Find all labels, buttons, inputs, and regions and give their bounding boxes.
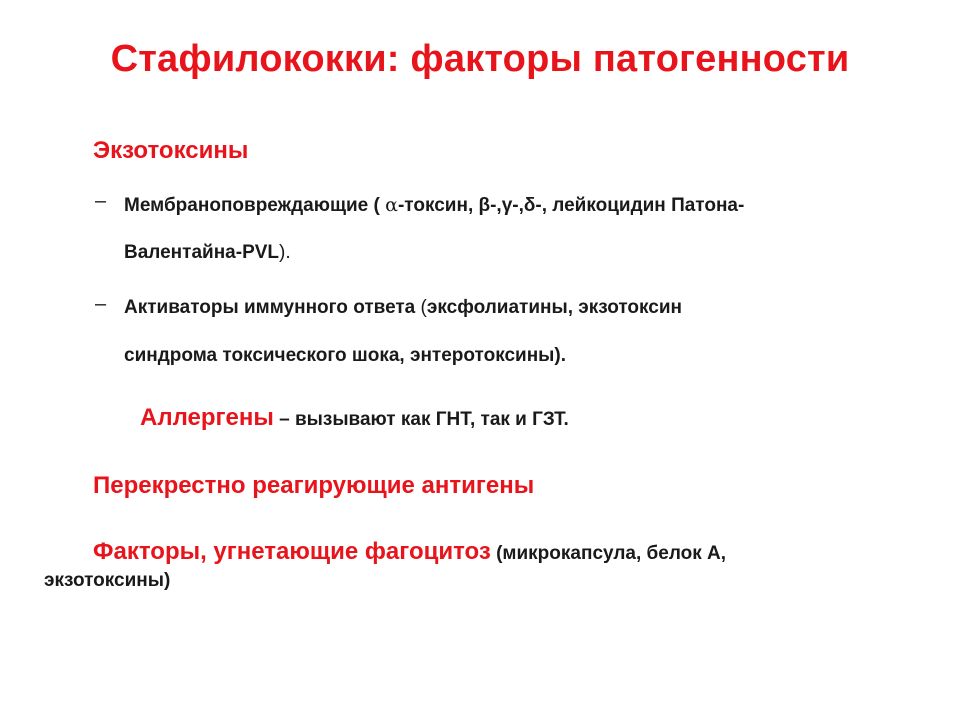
allergens-line: [140, 404, 569, 432]
exotoxin-item-2-line-2: синдрома токсического шока, энтеротоксины).: [124, 345, 567, 366]
phagocytosis-line-1: [93, 538, 726, 566]
phagocytosis-line-2: экзотоксины): [44, 570, 171, 591]
phagocytosis-label: Факторы, угнетающие фагоцитоз: [93, 538, 491, 565]
exotoxin-item-2-line-1: [124, 297, 682, 319]
immune-activators-list: эксфолиатины, экзотоксин: [426, 297, 683, 318]
exotoxin-item-1-line-1: [124, 194, 744, 217]
exotoxin-item-1-line-2: [124, 242, 291, 264]
heading-cross-antigens: Перекрестно реагирующие антигены: [93, 472, 535, 499]
phagocytosis-text-1: (микрокапсула, белок А,: [490, 543, 727, 564]
pvl-text: Валентайна-PVL: [124, 242, 280, 263]
slide-title: Стафилококки: факторы патогенности: [110, 38, 850, 80]
pvl-close-paren: ).: [279, 242, 291, 263]
bullet-dash-2: –: [95, 293, 107, 315]
membrane-damaging-label: Мембраноповреждающие (: [124, 195, 386, 216]
alpha-symbol: α: [385, 194, 398, 216]
immune-activators-label: Активаторы иммунного ответа: [124, 297, 421, 318]
bullet-dash-1: –: [95, 190, 107, 212]
allergens-text: – вызывают как ГНТ, так и ГЗТ.: [273, 409, 569, 430]
immune-open-paren: (: [420, 297, 427, 318]
heading-exotoxins: Экзотоксины: [93, 137, 249, 164]
allergens-label: Аллергены: [140, 404, 274, 431]
membrane-damaging-toxins: -токсин, β-,γ-,δ-, лейкоцидин Патона-: [397, 195, 745, 216]
